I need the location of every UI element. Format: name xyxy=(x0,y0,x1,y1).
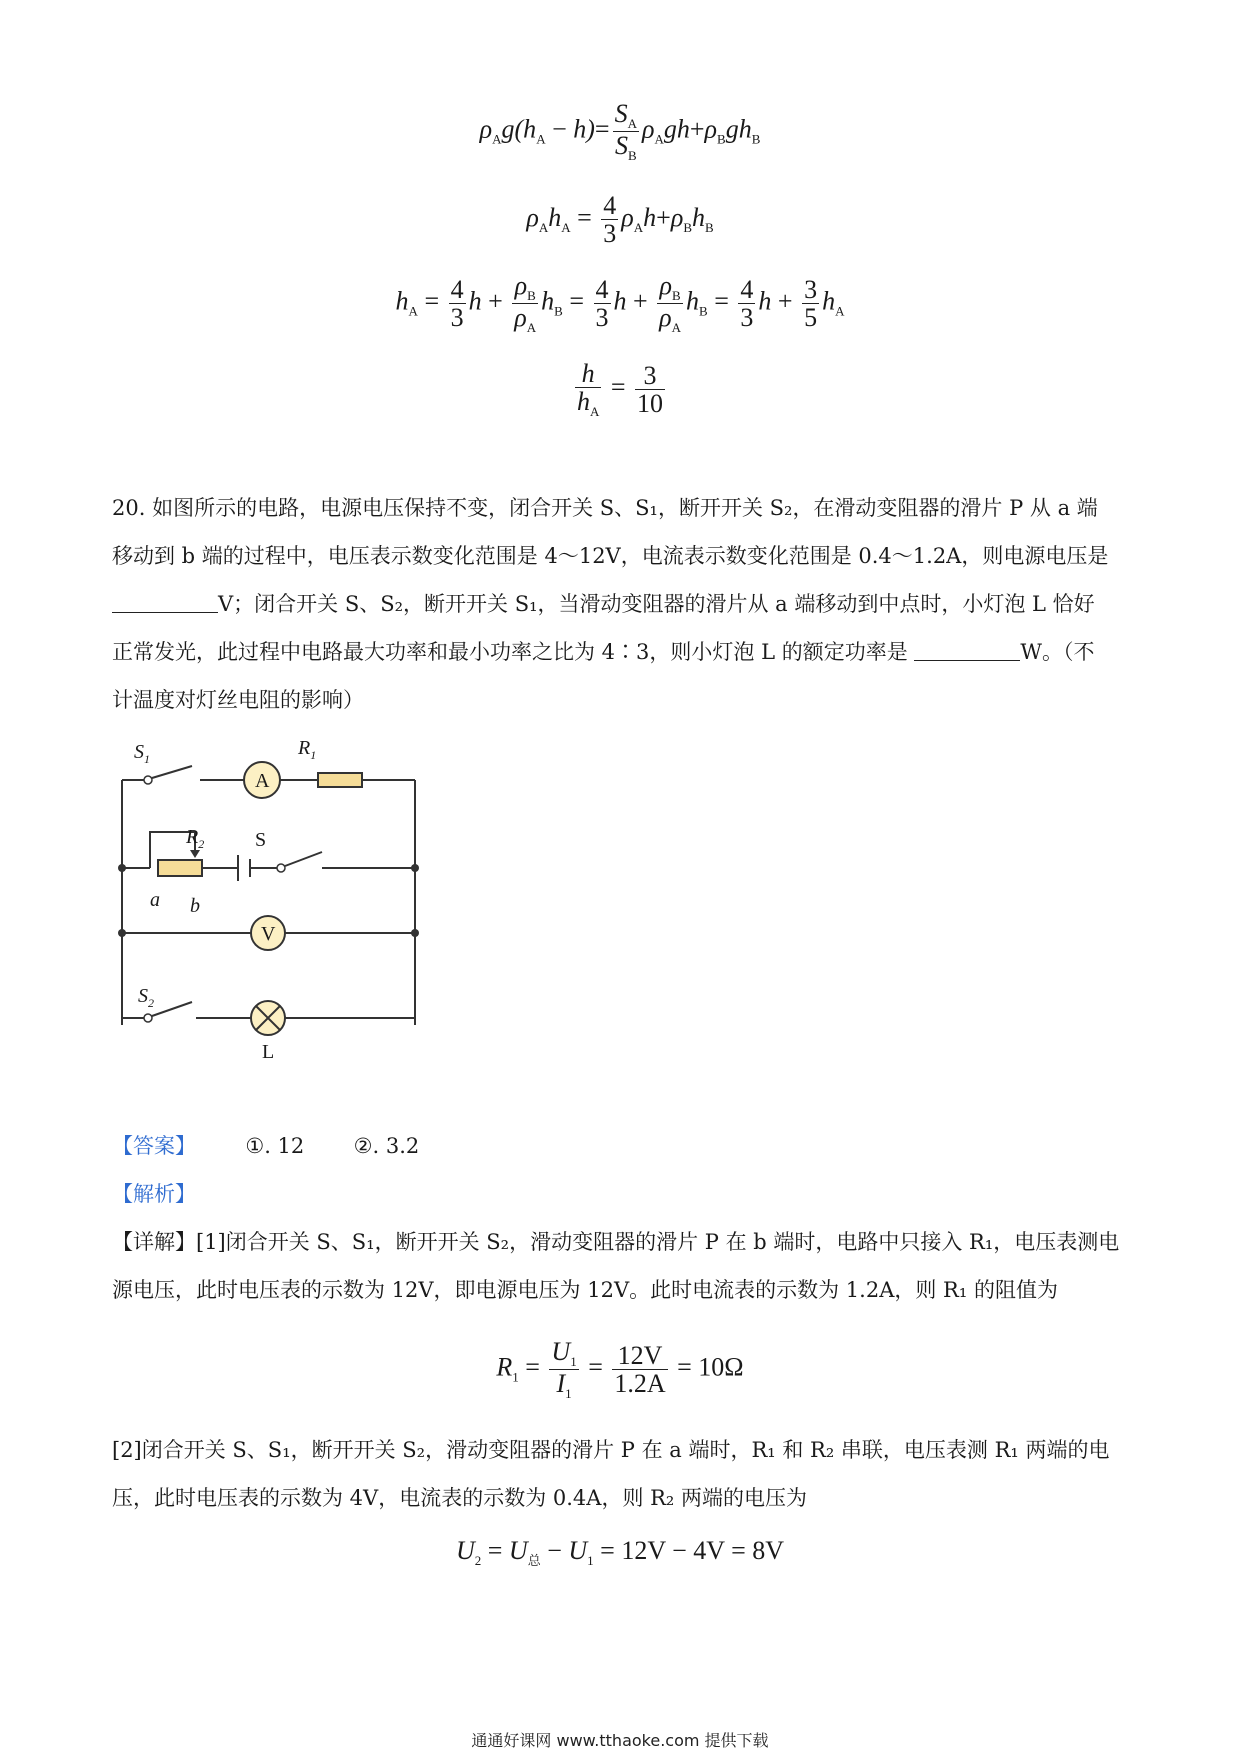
lamp-label: L xyxy=(262,1041,275,1063)
equation-2: $\rho_Ah_A$ = $\frac{4}{3}$ $\rho_Ah+\rho_Bh_B$ xyxy=(526,191,714,249)
s2-switch-contact xyxy=(144,1014,152,1022)
analysis-p1-line-1: [1]闭合开关 S、S₁，断开开关 S₂，滑动变阻器的滑片 P 在 b 端时，电路中只接入 R₁，电压表测电 xyxy=(196,1230,1120,1254)
question-line-5: 计温度对灯丝电阻的影响） xyxy=(112,688,364,712)
question-line-4-end: W。（不 xyxy=(1020,640,1095,664)
question-line-4: 正常发光，此过程中电路最大功率和最小功率之比为 4∶3，则小灯泡 L 的额定功率是 xyxy=(112,640,908,664)
s-switch-contact xyxy=(277,864,285,872)
page-footer: 通通好课网 www.tthaoke.com 提供下载 xyxy=(471,1731,769,1750)
question-20 xyxy=(112,484,1130,724)
r2-label: $R_2$ xyxy=(186,826,205,851)
r2-rheostat xyxy=(158,860,202,876)
analysis-p2-line-2: 压，此时电压表的示数为 4V，电流表的示数为 0.4A，则 R₂ 两端的电压为 xyxy=(112,1486,808,1510)
analysis-p1-line-2: 源电压，此时电压表的示数为 12V，即电源电压为 12V。此时电流表的示数为 1.2A，则 R₁ 的阻值为 xyxy=(112,1278,1058,1302)
question-number: 20. xyxy=(112,496,146,520)
equation-u2: $U_2 = U_总 - U_1 = 12V - 4V = 8V$ xyxy=(455,1536,785,1569)
s2-label: $S_2$ xyxy=(138,985,154,1010)
s-label: S xyxy=(255,829,267,851)
r1-label: $R_1$ xyxy=(298,740,317,762)
equation-4: $\frac{h}{h_A}$ = $\frac{3}{10}$ xyxy=(576,359,664,420)
equation-3: $h_A$ = $\frac{4}{3}$ h + $\frac{\rho_B}{\rho_A}$ $h_B$ = $\frac{4}{3}$ h + $\frac{\rho_B}{\rho_A}$ $h_B$ = $\frac{4}{3}$ h + $\frac{3}{5}$ $h_A$ xyxy=(395,271,845,336)
answer-2: ②. 3.2 xyxy=(353,1134,420,1158)
answer-1: ①. 12 xyxy=(245,1134,305,1158)
answer-blank-2[interactable] xyxy=(914,638,1020,661)
question-line-1: 如图所示的电路，电源电压保持不变，闭合开关 S、S₁，断开开关 S₂，在滑动变阻器的滑片 P 从 a 端 xyxy=(152,496,1098,520)
r1-resistor xyxy=(318,773,362,787)
ammeter-label: A xyxy=(255,770,270,792)
s1-label: $S_1$ xyxy=(134,741,150,766)
detail-tag: 【详解】 xyxy=(112,1230,196,1254)
answer-tag: 【答案】 xyxy=(112,1134,196,1158)
answer-blank-1[interactable] xyxy=(112,590,218,613)
question-line-3: V；闭合开关 S、S₂，断开开关 S₁，当滑动变阻器的滑片从 a 端移动到中点时，小灯泡 L 恰好 xyxy=(218,592,1095,616)
terminal-b-label: b xyxy=(190,895,200,917)
answer-section xyxy=(112,1122,1130,1314)
analysis-tag: 【解析】 xyxy=(112,1182,196,1206)
s1-switch-contact xyxy=(144,776,152,784)
analysis-p2-line-1: [2]闭合开关 S、S₁，断开开关 S₂，滑动变阻器的滑片 P 在 a 端时，R₁ 和 R₂ 串联，电压表测 R₁ 两端的电 xyxy=(112,1438,1110,1462)
terminal-a-label: a xyxy=(150,889,160,911)
question-line-2: 移动到 b 端的过程中，电压表示数变化范围是 4～12V，电流表示数变化范围是 0.4～1.2A，则电源电压是 xyxy=(112,544,1109,568)
equation-1: $\rho_Ag(h_A - h)=$ $\frac{S_A}{S_B}$ $\rho_Agh+\rho_Bgh_B$ xyxy=(479,99,761,164)
voltmeter-label: V xyxy=(261,923,276,945)
analysis-part-2 xyxy=(112,1426,1130,1522)
equation-r1: $R_1$ = $\frac{U_1}{I_1}$ = $\frac{12V}{1.2A}$ = 10Ω xyxy=(496,1337,744,1402)
circuit-diagram xyxy=(110,740,430,1070)
